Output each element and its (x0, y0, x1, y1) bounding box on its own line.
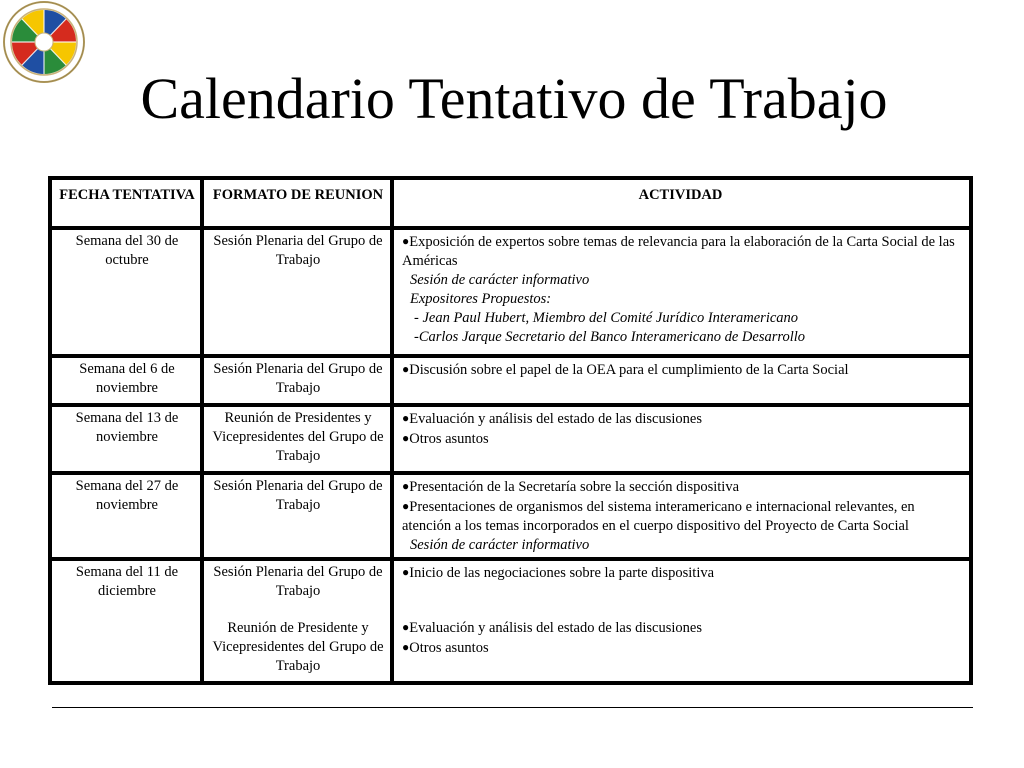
activity-item: ●Presentación de la Secretaría sobre la sección dispositiva (402, 479, 740, 495)
activity-item: ●Exposición de expertos sobre temas de relevancia para la elaboración de la Carta Social de las Américas (402, 234, 955, 269)
activity-item: ●Inicio de las negociaciones sobre la parte dispositiva (402, 565, 715, 581)
row-actividad (394, 230, 969, 354)
table-row (52, 561, 969, 681)
activity-note: Sesión de carácter informativo (410, 272, 590, 288)
activity-note: - Jean Paul Hubert, Miembro del Comité Jurídico Interamericano (414, 310, 799, 326)
row-formato: Sesión Plenaria del Grupo de Trabajo (204, 230, 390, 354)
row-actividad (394, 407, 969, 471)
header-formato: FORMATO DE REUNION (204, 180, 390, 226)
bullet-icon: ● (402, 431, 410, 445)
activity-item: ●Evaluación y análisis del estado de las discusiones (402, 411, 702, 427)
bullet-icon: ● (402, 620, 410, 634)
activity-note: -Carlos Jarque Secretario del Banco Interamericano de Desarrollo (414, 329, 806, 345)
bullet-icon: ● (402, 499, 410, 513)
bullet-icon: ● (402, 479, 410, 493)
activity-note: Expositores Propuestos: (410, 291, 552, 307)
activity-item: ●Otros asuntos (402, 640, 489, 656)
bullet-icon: ● (402, 362, 410, 376)
table-row (52, 358, 969, 407)
activity-item: ●Evaluación y análisis del estado de las discusiones (402, 620, 702, 636)
row-formato (204, 561, 390, 681)
activity-note: Sesión de carácter informativo (410, 537, 590, 553)
row-fecha: Semana del 27 de noviembre (52, 475, 200, 557)
row-formato: Sesión Plenaria del Grupo de Trabajo (204, 475, 390, 557)
row-actividad (394, 358, 969, 403)
activity-item: ●Otros asuntos (402, 431, 489, 447)
page-title: Calendario Tentativo de Trabajo (140, 66, 888, 131)
table-row (52, 407, 969, 475)
activity-item: ●Discusión sobre el papel de la OEA para el cumplimiento de la Carta Social (402, 362, 849, 378)
row-formato: Sesión Plenaria del Grupo de Trabajo (204, 358, 390, 403)
row-formato: Reunión de Presidentes y Vicepresidentes del Grupo de Trabajo (204, 407, 390, 471)
row-actividad (394, 561, 969, 681)
table-header-row (52, 180, 969, 230)
bullet-icon: ● (402, 640, 410, 654)
row-formato-item: Sesión Plenaria del Grupo de Trabajo (213, 564, 383, 599)
table-row (52, 475, 969, 561)
schedule-table (48, 176, 973, 685)
activity-item: ●Presentaciones de organismos del sistema interamericano e internacional relevantes, en atención a los temas incorporados en el cuerpo dispositivo del Proyecto de Carta Social (402, 499, 915, 534)
bullet-icon: ● (402, 411, 410, 425)
row-actividad (394, 475, 969, 557)
row-fecha: Semana del 11 de diciembre (52, 561, 200, 681)
row-fecha: Semana del 6 de noviembre (52, 358, 200, 403)
row-formato-item: Reunión de Presidente y Vicepresidentes del Grupo de Trabajo (212, 620, 384, 674)
header-actividad: ACTIVIDAD (394, 180, 969, 226)
bullet-icon: ● (402, 234, 410, 248)
footer-divider (52, 707, 973, 708)
bullet-icon: ● (402, 565, 410, 579)
row-fecha: Semana del 30 de octubre (52, 230, 200, 354)
row-fecha: Semana del 13 de noviembre (52, 407, 200, 471)
table-row (52, 230, 969, 358)
header-fecha: FECHA TENTATIVA (52, 180, 200, 226)
